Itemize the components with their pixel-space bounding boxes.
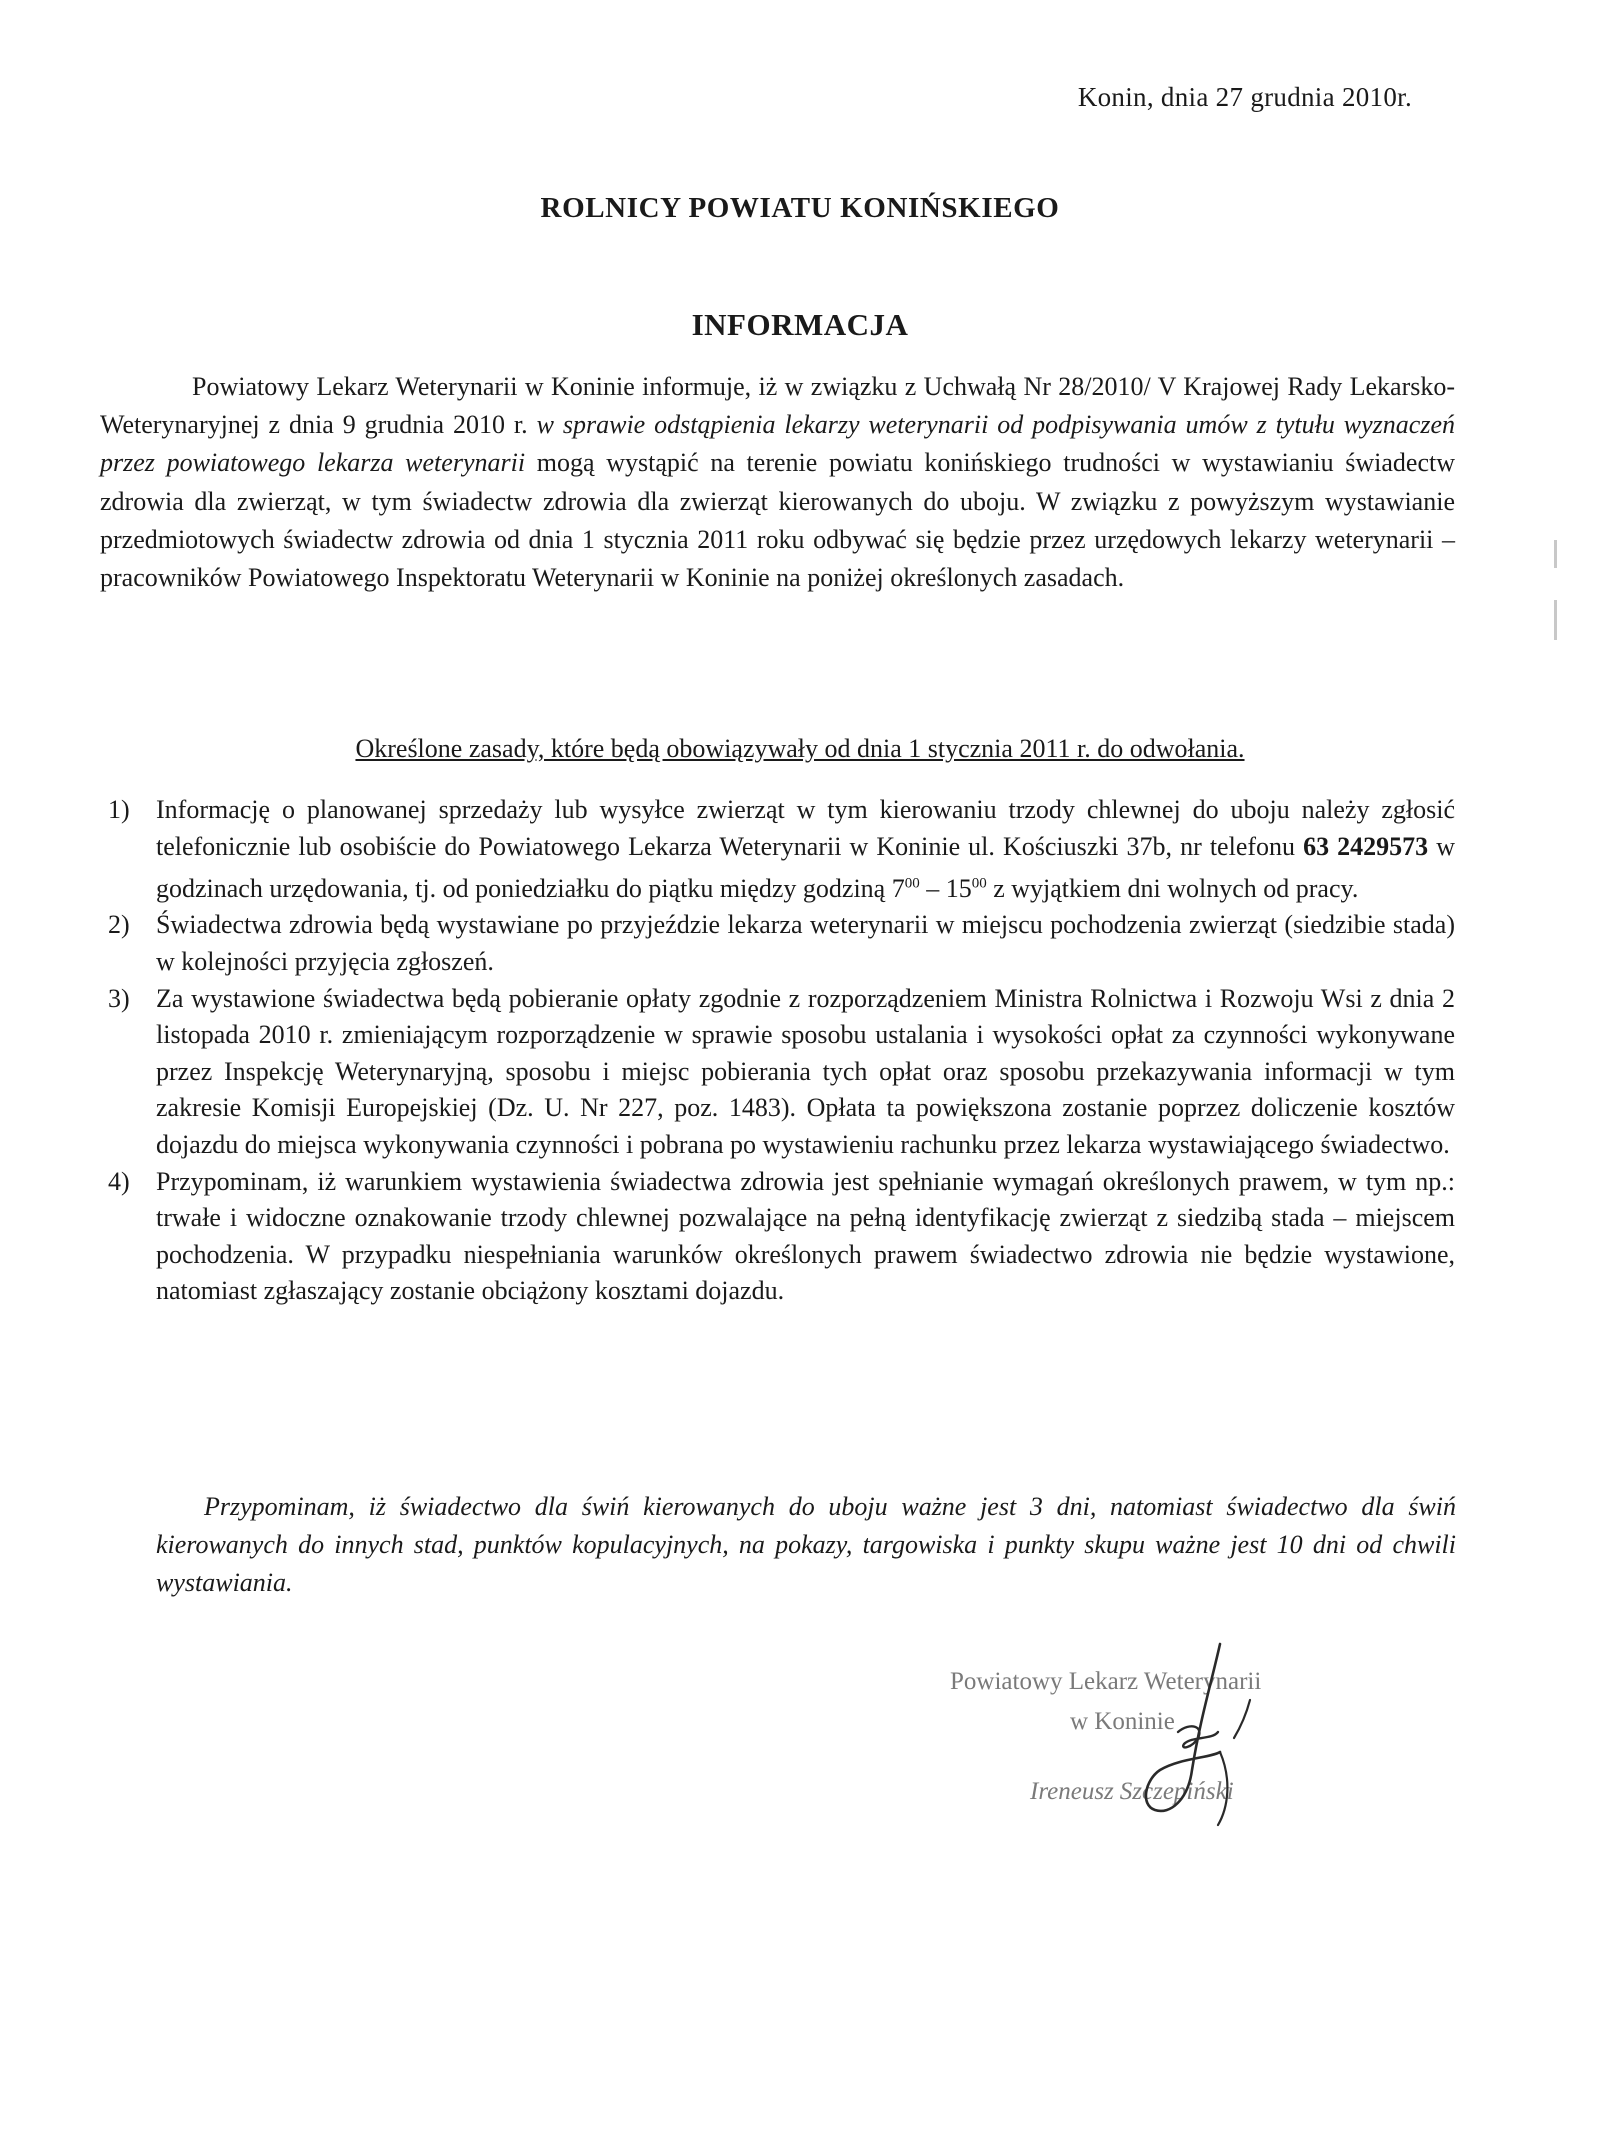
rule-1-text-a: Informację o planowanej sprzedaży lub wysyłce zwierząt w tym kierowaniu trzody chlewnej do uboju należy zgłosić telefonicznie lub osobiście do Powiatowego Lekarza Weterynarii w Koninie ul. Kościuszki 37b, nr telefonu xyxy=(156,795,1455,861)
intro-paragraph xyxy=(100,368,1455,597)
stamp-first-name: Ireneusz xyxy=(1030,1778,1114,1805)
rules-heading: Określone zasady, które będą obowiązywały od dnia 1 stycznia 2011 r. do odwołania. xyxy=(355,734,1245,763)
rule-number: 2) xyxy=(108,910,130,940)
hour-superscript-start: 00 xyxy=(904,875,920,892)
stamp-title: Powiatowy Lekarz Weterynarii xyxy=(950,1668,1262,1695)
date-line: Konin, dnia 27 grudnia 2010r. xyxy=(1077,82,1412,112)
addressee-heading: ROLNICY POWIATU KONIŃSKIEGO xyxy=(540,192,1060,224)
rules-list xyxy=(100,792,1455,1310)
rule-1-text-c: – 15 xyxy=(919,873,972,903)
rule-item-3 xyxy=(100,981,1455,1164)
rule-text xyxy=(156,795,1455,903)
stamp-last-name: Szczepiński xyxy=(1119,1778,1234,1805)
rule-text: Świadectwa zdrowia będą wystawiane po przyjeździe lekarza weterynarii w miejscu pochodzenia zwierząt (siedzibie stada) w kolejności przyjęcia zgłoszeń. xyxy=(156,910,1455,977)
phone-number: 63 2429573 xyxy=(1303,831,1429,861)
rule-text: Za wystawione świadectwa będą pobieranie opłaty zgodnie z rozporządzeniem Ministra Rolnictwa i Rozwoju Wsi z dnia 2 listopada 2010 r. zmieniającym rozporządzenie w sprawie sposobu ustalania i wysokości opłat za czynności wykonywane przez Inspekcję Weterynaryjną, sposobu i miejsc pobierania tych opłat oraz sposobu przekazywania informacji w tym zakresie Komisji Europejskiej (Dz. U. Nr 227, poz. 1483). Opłata ta powiększona zostanie poprzez doliczenie kosztów dojazdu do miejsca wykonywania czynności i pobrana po wystawieniu rachunku przez lekarza wystawiającego świadectwo. xyxy=(156,983,1455,1159)
rule-item-2 xyxy=(100,907,1455,980)
rule-item-4 xyxy=(100,1164,1455,1310)
rule-text: Przypominam, iż warunkiem wystawienia świadectwa zdrowia jest spełnianie wymagań określonych prawem, w tym np.: trwałe i widoczne oznakowanie trzody chlewnej pozwalające na pełną identyfikację zwierząt z siedzibą stada – miejscem pochodzenia. W przypadku niespełniania warunków określonych prawem świadectwo zdrowia nie będzie wystawione, natomiast zgłaszający zostanie obciążony kosztami dojazdu. xyxy=(156,1166,1455,1306)
hour-superscript-end: 00 xyxy=(971,875,987,892)
stamp-location: w Koninie xyxy=(1070,1708,1175,1735)
scan-artifact xyxy=(1554,540,1557,568)
reminder-paragraph: Przypominam, iż świadectwo dla świń kierowanych do uboju ważne jest 3 dni, natomiast świadectwo dla świń kierowanych do innych stad, punktów kopulacyjnych, na pokazy, targowiska i punkty skupu ważne jest 10 dni od chwili wystawiania. xyxy=(156,1492,1456,1597)
document-title: INFORMACJA xyxy=(691,307,909,342)
scan-artifact xyxy=(1554,600,1557,640)
rule-1-text-d: z wyjątkiem dni wolnych od pracy. xyxy=(986,873,1359,903)
intro-text-italic: w sprawie odstąpienia lekarzy weterynarii od podpisywania umów z tytułu wyznaczeń przez powiatowego lekarza weterynarii xyxy=(100,410,1455,478)
rule-item-1 xyxy=(100,792,1455,907)
rule-number: 3) xyxy=(108,983,130,1013)
rule-number: 1) xyxy=(108,795,130,824)
handwritten-signature xyxy=(1100,1640,1300,1830)
intro-text-part3: mogą wystąpić na terenie powiatu konińskiego trudności w wystawianiu świadectw zdrowia dla zwierząt, w tym świadectw zdrowia dla zwierząt kierowanych do uboju. W związku z powyższym wystawianie przedmiotowych świadectw zdrowia od dnia 1 stycznia 2011 roku odbywać się będzie przez urzędowych lekarzy weterynarii – pracowników Powiatowego Inspektoratu Weterynarii w Koninie na poniżej określonych zasadach. xyxy=(100,448,1455,593)
intro-text-part1: Powiatowy Lekarz Weterynarii w Koninie informuje, iż w związku z Uchwałą Nr 28/2010/ V Krajowej Rady Lekarsko-Weterynaryjnej z dnia 9 grudnia 2010 r. xyxy=(100,372,1455,440)
rule-1-text-b: w godzinach urzędowania, tj. od poniedziałku do piątku między godziną 7 xyxy=(156,831,1455,903)
rule-number: 4) xyxy=(108,1166,130,1196)
